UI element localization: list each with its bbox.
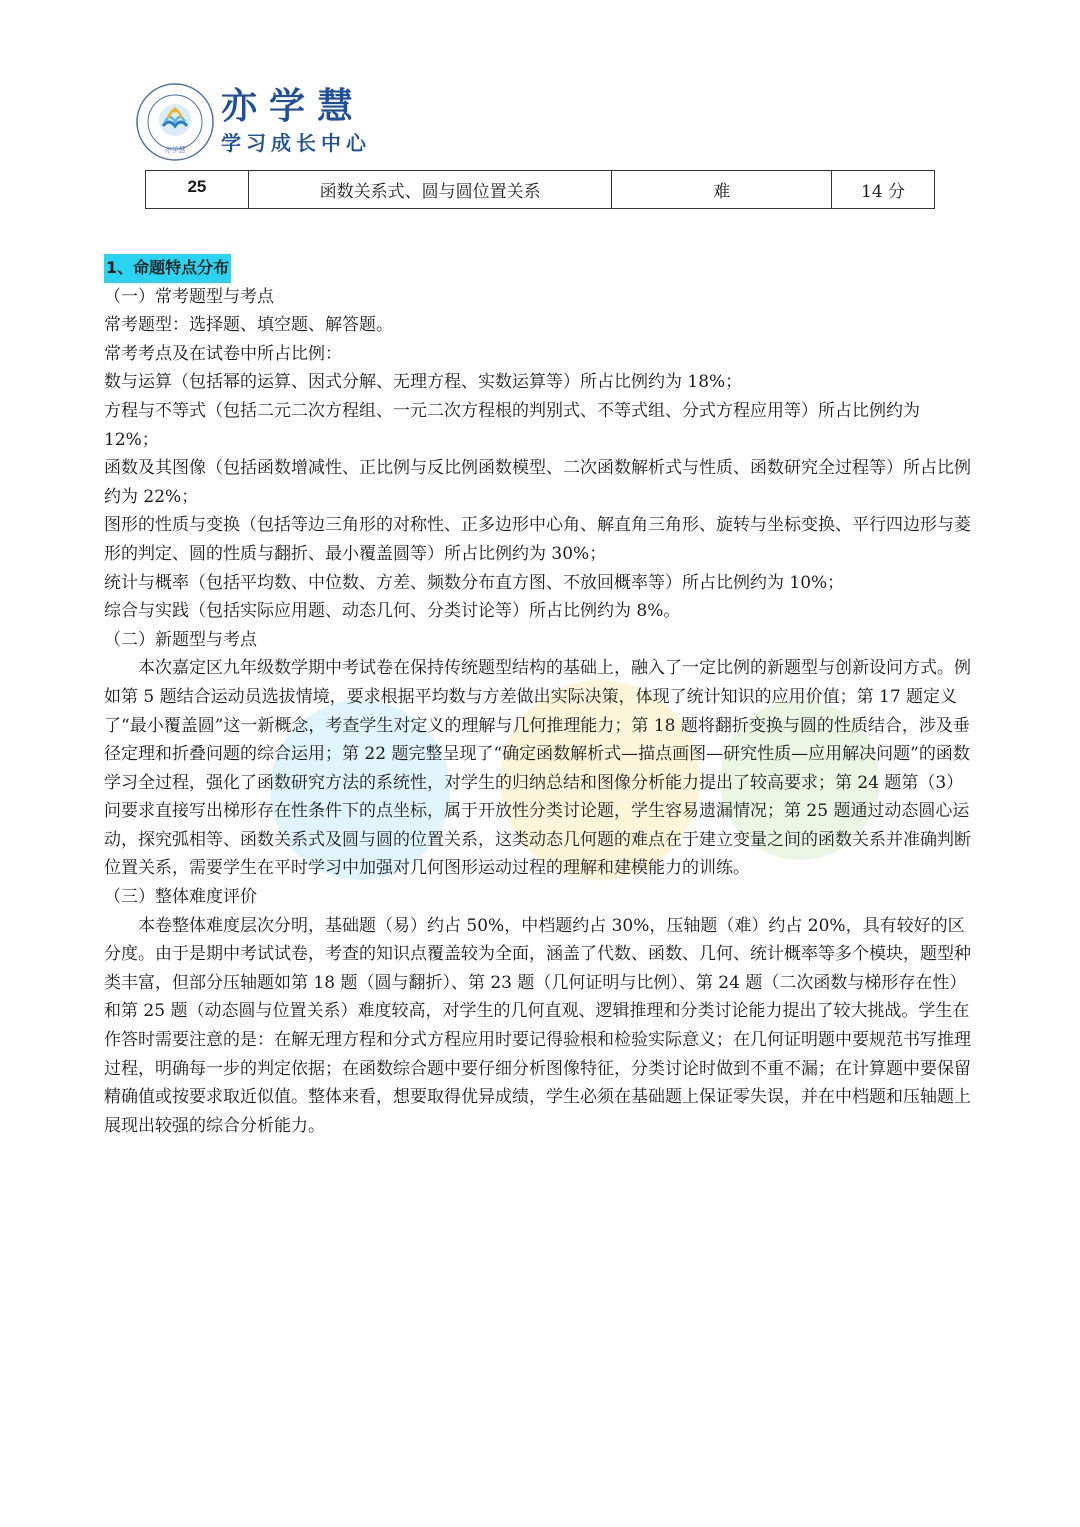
brand-subtitle: 学习成长中心 <box>221 131 371 155</box>
sub-heading-2: （二）新题型与考点 <box>104 629 257 650</box>
brand-name: 亦学慧 <box>221 86 366 127</box>
table-row <box>146 171 935 209</box>
question-topic: 函数关系式、圆与圆位置关系 <box>248 171 612 209</box>
topic-item: 方程与不等式（包括二元二次方程组、一元二次方程根的判别式、不等式组、分式方程应用等）所占比例约为 12%； <box>104 400 920 450</box>
new-types-paragraph: 本次嘉定区九年级数学期中考试卷在保持传统题型结构的基础上，融入了一定比例的新题型与创新设问方式。例如第 5 题结合运动员选拔情境，要求根据平均数与方差做出实际决策，体现了统计知识的应用价值；第 17 题定义了“最小覆盖圆”这一新概念，考查学生对定义的理解与几何推理能力；第 18 题将翻折变换与圆的性质结合，涉及垂径定理和折叠问题的综合运用；第 22 题完整呈现了“确定函数解析式—描点画图—研究性质—应用解决问题”的函数学习全过程，强化了函数研究方法的系统性，对学生的归纳总结和图像分析能力提出了较高要求；第 24 题第（3）问要求直接写出梯形存在性条件下的点坐标，属于开放性分类讨论题，学生容易遗漏情况；第 25 题通过动态圆心运动，探究弧相等、函数关系式及圆与圆的位置关系，这类动态几何题的难点在于建立变量之间的函数关系并准确判断位置关系，需要学生在平时学习中加强对几何图形运动过程的理解和建模能力的训练。 <box>104 658 971 879</box>
question-table <box>145 170 935 209</box>
document-body <box>104 254 980 1140</box>
sub-heading-3: （三）整体难度评价 <box>104 887 257 908</box>
brand-logo <box>135 82 371 162</box>
ratio-intro: 常考考点及在试卷中所占比例： <box>104 343 342 364</box>
topic-item: 图形的性质与变换（包括等边三角形的对称性、正多边形中心角、解直角三角形、旋转与坐标变换、平行四边形与菱形的判定、圆的性质与翻折、最小覆盖圆等）所占比例约为 30%； <box>104 515 971 564</box>
sub-heading-1: （一）常考题型与考点 <box>104 286 274 307</box>
question-difficulty: 难 <box>612 171 832 209</box>
section-title: 1、命题特点分布 <box>104 254 231 283</box>
question-number: 25 <box>146 171 249 209</box>
topic-item: 统计与概率（包括平均数、中位数、方差、频数分布直方图、不放回概率等）所占比例约为 10%； <box>104 572 845 593</box>
topic-item: 综合与实践（包括实际应用题、动态几何、分类讨论等）所占比例约为 8%。 <box>104 601 681 622</box>
svg-text:亦学慧: 亦学慧 <box>164 146 186 154</box>
logo-seal-icon <box>135 82 215 162</box>
question-score: 14 分 <box>832 171 935 209</box>
types-line: 常考题型：选择题、填空题、解答题。 <box>104 315 393 336</box>
topic-item: 数与运算（包括幂的运算、因式分解、无理方程、实数运算等）所占比例约为 18%； <box>104 372 743 393</box>
difficulty-paragraph: 本卷整体难度层次分明，基础题（易）约占 50%，中档题约占 30%，压轴题（难）约占 20%，具有较好的区分度。由于是期中考试试卷，考查的知识点覆盖较为全面，涵盖了代数、函数、几何、统计概率等多个模块，题型种类丰富，但部分压轴题如第 18 题（圆与翻折）、第 23 题（几何证明与比例）、第 24 题（二次函数与梯形存在性）和第 25 题（动态圆与位置关系）难度较高，对学生的几何直观、逻辑推理和分类讨论能力提出了较大挑战。学生在作答时需要注意的是：在解无理方程和分式方程应用时要记得验根和检验实际意义；在几何证明题中要规范书写推理过程，明确每一步的判定依据；在函数综合题中要仔细分析图像特征，分类讨论时做到不重不漏；在计算题中要保留精确值或按要求取近似值。整体来看，想要取得优异成绩，学生必须在基础题上保证零失误，并在中档题和压轴题上展现出较强的综合分析能力。 <box>104 915 971 1136</box>
topic-item: 函数及其图像（包括函数增减性、正比例与反比例函数模型、二次函数解析式与性质、函数研究全过程等）所占比例约为 22%； <box>104 458 971 507</box>
